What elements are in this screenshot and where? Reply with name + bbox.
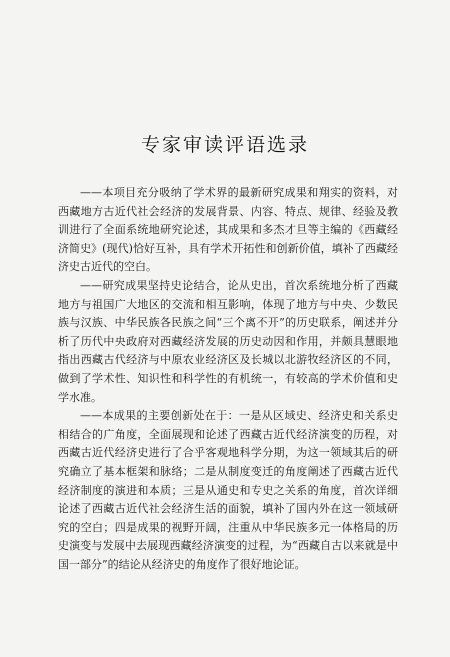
- review-paragraph-2: ——研究成果坚持史论结合，论从史出，首次系统地分析了西藏地方与祖国广大地区的交流和相互影响，体现了地方与中央、少数民族与汉族、中华民族各民族之间“三个离不开”的历史联系，阐述并分析了历代中央政府对西藏经济发展的历史动因和作用，并颇具慧眼地指出西藏古代经济与中原农业经济区及长城以北游牧经济区的不同，做到了学术性、知识性和科学性的有机统一，有较高的学术价值和史学水准。: [58, 278, 398, 404]
- review-paragraph-1: ——本项目充分吸纳了学术界的最新研究成果和翔实的资料，对西藏地方古近代社会经济的发展背景、内容、特点、规律、经验及教训进行了全面系统地研究论述，其成果和多杰才旦等主编的《西藏经济简史》(现代)恰好互补，具有学术开拓性和创新价值，填补了西藏经济史古近代的空白。: [58, 186, 398, 274]
- review-paragraph-3: ——本成果的主要创新处在于：一是从区域史、经济史和关系史相结合的广角度，全面展现和论述了西藏古近代经济演变的历程，对西藏古近代经济史进行了合乎客观地科学分期，为这一领域其后的研究确立了基本框架和脉络；二是从制度变迁的角度阐述了西藏古近代经济制度的演进和本质；三是从通史和专史之关系的角度，首次详细论述了西藏古近代社会经济生活的面貌，填补了国内外在这一领域研究的空白；四是成果的视野开阔，注重从中华民族多元一体格局的历史演变与发展中去展现西藏经济演变的过程，为“西藏自古以来就是中国一部分”的结论从经济史的角度作了很好地论证。: [58, 409, 398, 571]
- review-excerpts: [58, 184, 398, 574]
- page-title: 专家审读评语选录: [140, 134, 309, 156]
